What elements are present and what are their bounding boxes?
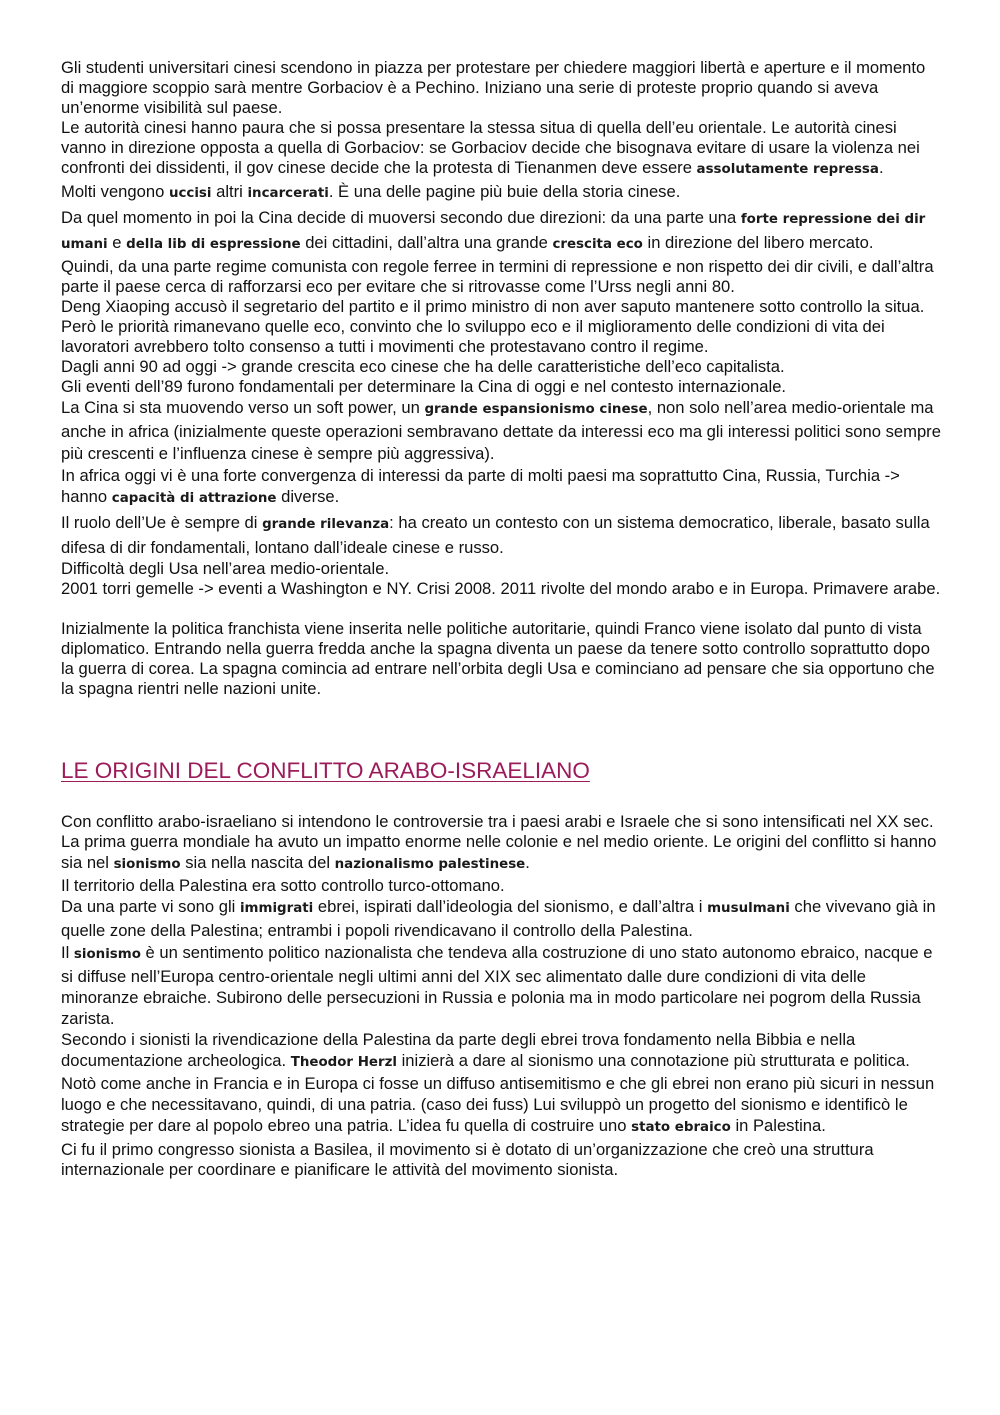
paragraph: Gli studenti universitari cinesi scendono in piazza per protestare per chiedere maggiori libertà e aperture e il momento di maggiore scoppio sarà mentre Gorbaciov è a Pechino. Iniziano una serie di proteste proprio quando si aveva un’enorme visibilità sul paese. (61, 58, 926, 118)
bold-term: stato ebraico (631, 1120, 731, 1136)
bold-term: immigrati (239, 901, 314, 917)
paragraph: Le autorità cinesi hanno paura che si possa presentare la stessa situa di quella dell’eu orientale. Le autorità cinesi vanno in direzione opposta a quella di Gorbaciov: se Gorbaciov decide che bisognava evitare di usare la violenza nei confronti dei dissidenti, il gov cinese decide che la protesta di Tienanmen deve essere assolutamente repressa. (61, 118, 920, 178)
paragraph: Inizialmente la politica franchista viene inserita nelle politiche autoritarie, quindi Franco viene isolato dal punto di vista diplomatico. Entrando nella guerra fredda anche la spagna diventa un paese da tenere sotto controllo soprattutto dopo la guerra di corea. La spagna comincia ad entrare nell’orbita degli Usa e cominciano ad pensare che sia opportuno che la spagna rientri nelle nazioni unite. (61, 619, 935, 699)
paragraph: Da una parte vi sono gli immigrati ebrei, ispirati dall’ideologia del sionismo, e dall’altra i musulmani che vivevano già in quelle zone della Palestina; entrambi i popoli rivendicavano il controllo della Palestina. (61, 897, 936, 941)
paragraph: La prima guerra mondiale ha avuto un impatto enorme nelle colonie e nel medio oriente. Le origini del conflitto si hanno sia nel sionismo sia nella nascita del nazionalismo palestinese. (61, 832, 937, 872)
bold-term: grande rilevanza (262, 516, 390, 532)
bold-term: capacità di attrazione (111, 491, 277, 507)
paragraph: In africa oggi vi è una forte convergenza di interessi da parte di molti paesi ma soprattutto Cina, Russia, Turchia -> hanno capacità di attrazione diverse. (61, 466, 900, 507)
paragraph: Molti vengono uccisi altri incarcerati. È una delle pagine più buie della storia cinese. (61, 182, 681, 202)
paragraph: Gli eventi dell’89 furono fondamentali per determinare la Cina di oggi e nel contesto internazionale. (61, 377, 787, 397)
bold-term: assolutamente repressa (696, 162, 879, 178)
bold-term: forte repressione dei dir umani (61, 211, 926, 253)
paragraph: Il ruolo dell’Ue è sempre di grande rilevanza: ha creato un contesto con un sistema democratico, liberale, basato sulla difesa di dir fondamentali, lontano dall’ideale cinese e russo. (61, 512, 930, 557)
bold-term: incarcerati (247, 186, 329, 202)
bold-term: uccisi (168, 186, 212, 202)
paragraph: 2001 torri gemelle -> eventi a Washington e NY. Crisi 2008. 2011 rivolte del mondo arabo e in Europa. Primavere arabe. (61, 578, 941, 598)
section-heading: LE ORIGINI DEL CONFLITTO ARABO-ISRAELIANO (61, 758, 590, 784)
bold-term: crescita eco (552, 237, 643, 253)
paragraph: Difficoltà degli Usa nell’area medio-orientale. (61, 558, 390, 578)
paragraph: Secondo i sionisti la rivendicazione della Palestina da parte degli ebrei trova fondamento nella Bibbia e nella documentazione archeologica. Theodor Herzl inizierà a dare al sionismo una connotazione più strutturata e politica. Notò come anche in Francia e in Europa ci fosse un diffuso antisemitismo e che gli ebrei non erano più sicuri in nessun luogo e che necessitavano, quindi, di una patria. (caso dei fuss) Lui sviluppò un progetto del sionismo e identificò le strategie per dare al popolo ebreo una patria. L’idea fu quella di costruire uno stato ebraico in Palestina. (61, 1030, 935, 1136)
bold-term: Theodor Herzl (290, 1055, 397, 1071)
paragraph: Quindi, da una parte regime comunista con regole ferree in termini di repressione e non rispetto dei dir civili, e dall’altra parte il paese cerca di rafforzarsi eco per evitare che si ritrovasse come l’Urss negli anni 80. (61, 256, 934, 296)
paragraph: Con conflitto arabo-israeliano si intendono le controversie tra i paesi arabi e Israele che si sono intensificati nel XX sec. (61, 812, 934, 832)
paragraph: Dagli anni 90 ad oggi -> grande crescita eco cinese che ha delle caratteristiche dell’eco capitalista. (61, 357, 785, 377)
paragraph: Ci fu il primo congresso sionista a Basilea, il movimento si è dotato di un’organizzazione che creò una struttura internazionale per coordinare e pianificare le attività del movimento sionista. (61, 1139, 874, 1180)
bold-term: nazionalismo palestinese (334, 856, 526, 872)
bold-term: della lib di espressione (126, 237, 301, 253)
paragraph: La Cina si sta muovendo verso un soft power, un grande espansionismo cinese, non solo nell’area medio-orientale ma anche in africa (inizialmente queste operazioni sembravano dettate da interessi eco ma gli interessi politici sono sempre più crescenti e l’influenza cinese è sempre più aggressiva). (61, 398, 941, 464)
paragraph: Il territorio della Palestina era sotto controllo turco-ottomano. (61, 876, 505, 896)
bold-term: grande espansionismo cinese (424, 402, 648, 418)
paragraph: Il sionismo è un sentimento politico nazionalista che tendeva alla costruzione di uno stato autonomo ebraico, nacque e si diffuse nell’Europa centro-orientale negli ultimi anni del XIX sec alimentato dalle dure condizioni di vita delle minoranze ebraiche. Subirono delle persecuzioni in Russia e polonia ma in modo particolare nei pogrom della Russia zarista. (61, 943, 933, 1029)
bold-term: musulmani (707, 901, 790, 917)
paragraph: Da quel momento in poi la Cina decide di muoversi secondo due direzioni: da una parte una forte repressione dei dir umani e della lib di espressione dei cittadini, dall’altra una grande crescita eco in direzione del libero mercato. (61, 207, 926, 253)
bold-term: sionismo (73, 947, 141, 963)
paragraph: Deng Xiaoping accusò il segretario del partito e il primo ministro di non aver saputo mantenere sotto controllo la situa. Però le priorità rimanevano quelle eco, convinto che lo sviluppo eco e il miglioramento delle condizioni di vita dei lavoratori avrebbero tolto consenso a tutti i movimenti che protestavano contro il regime. (61, 296, 925, 357)
bold-term: sionismo (113, 856, 181, 872)
document-page (61, 58, 941, 1180)
